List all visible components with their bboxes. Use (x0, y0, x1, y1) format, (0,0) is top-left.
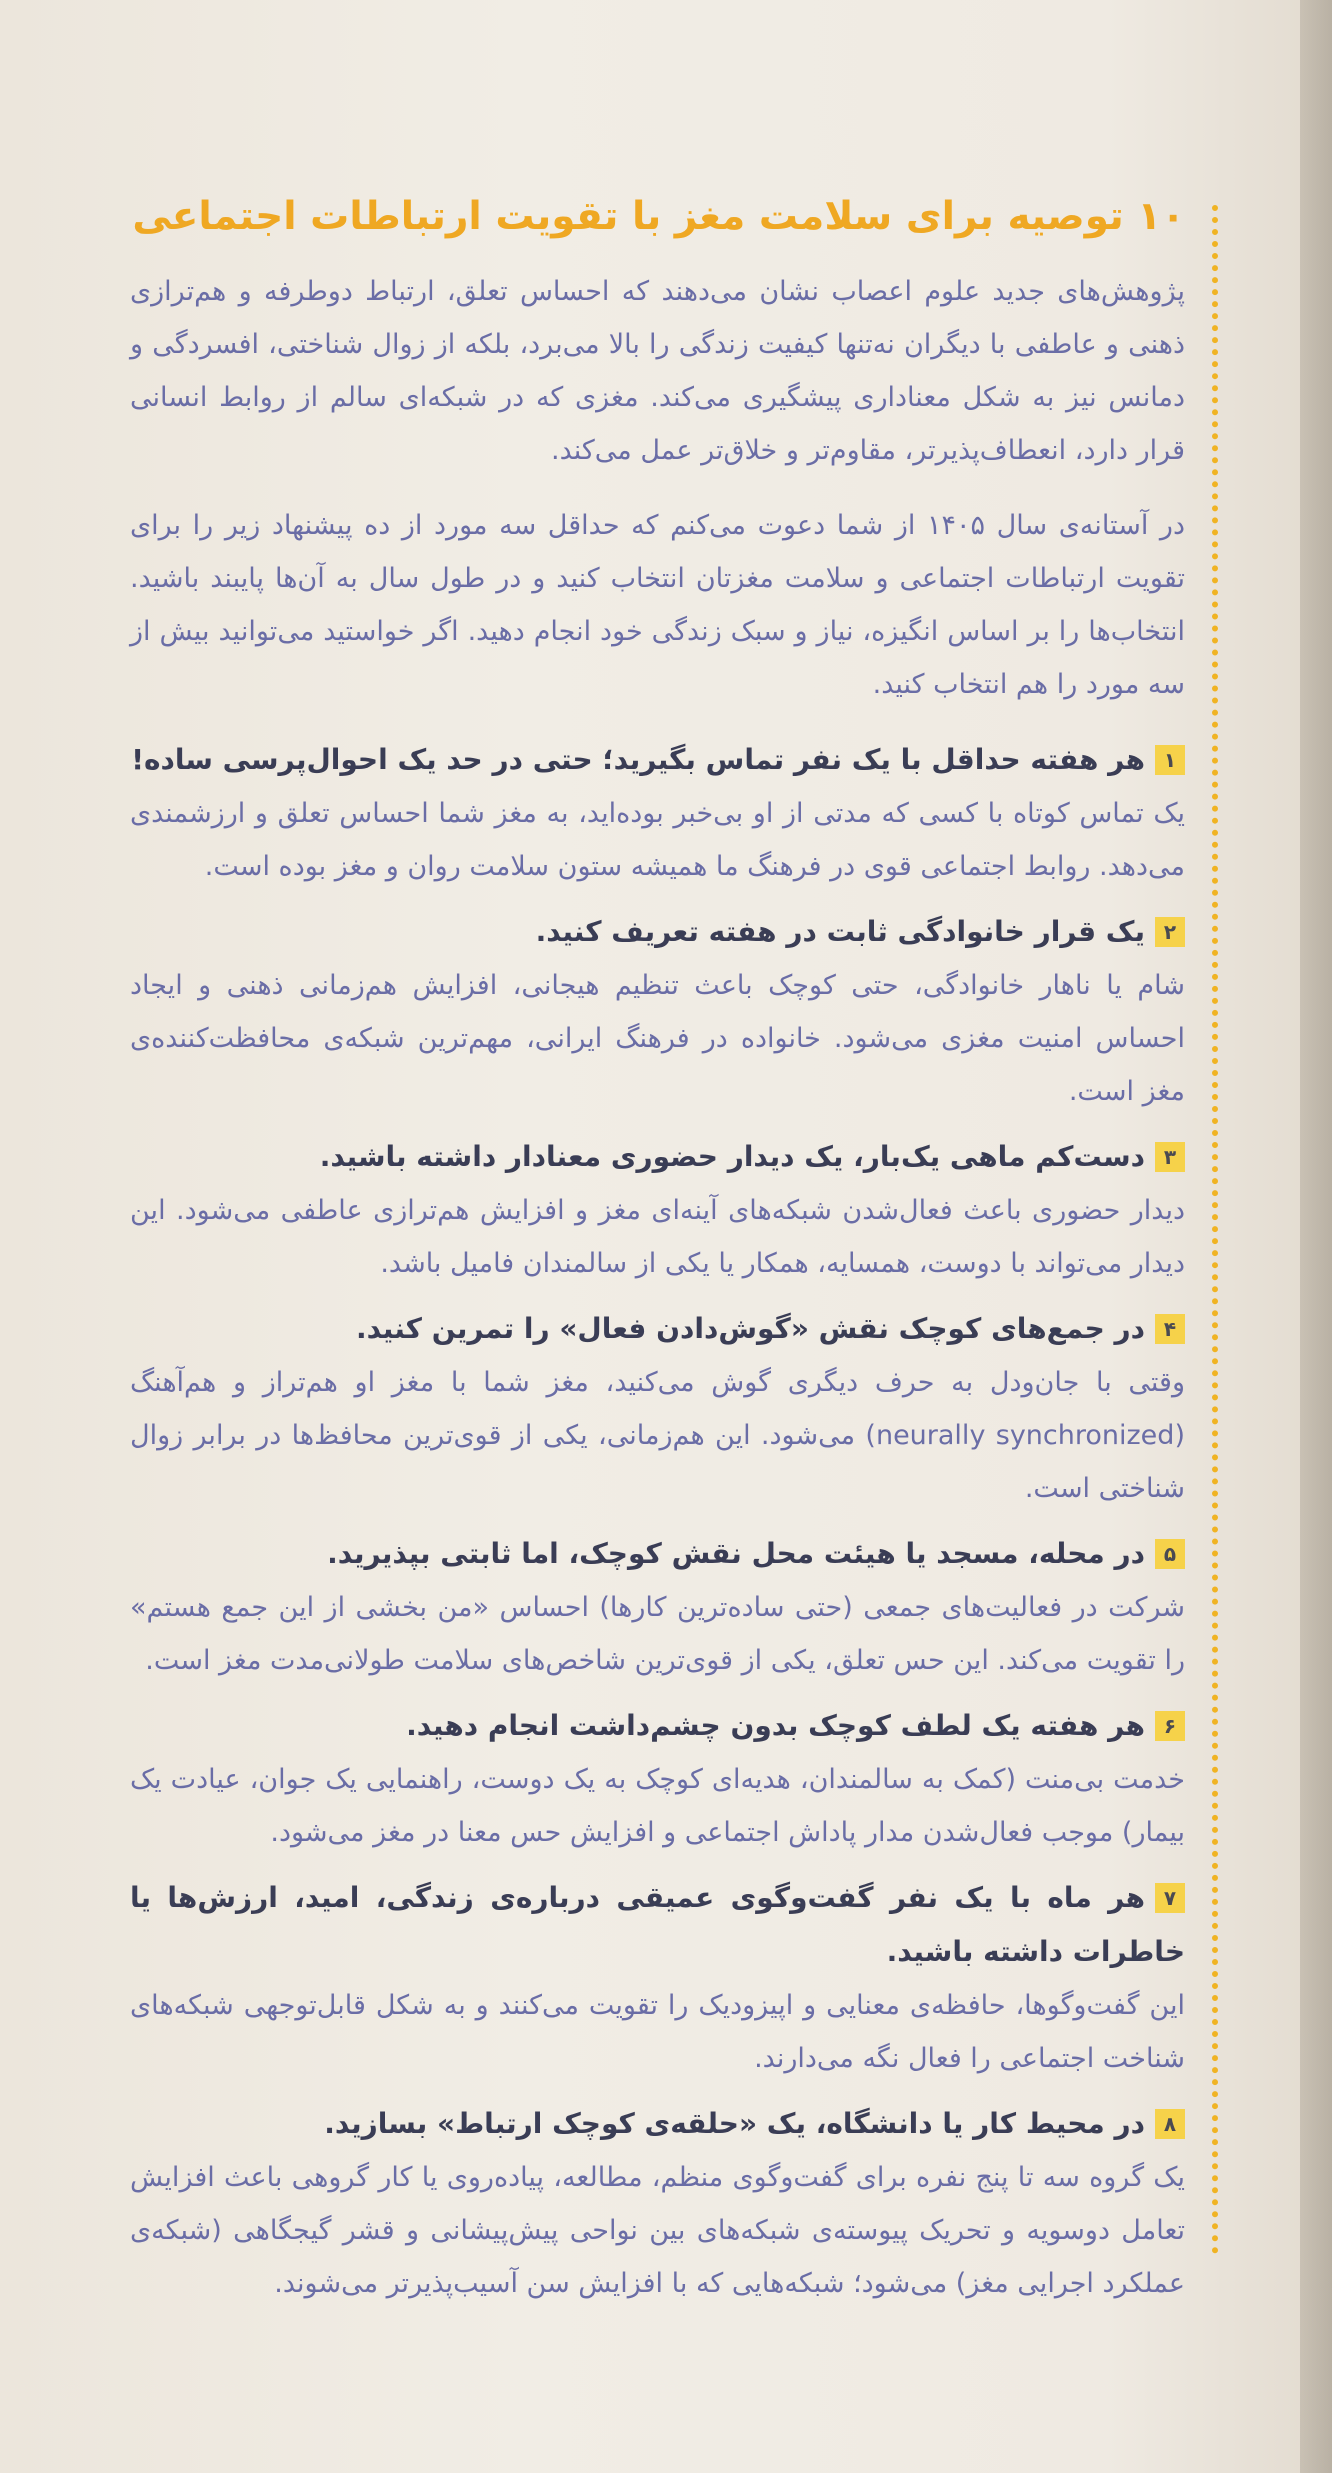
tip-text: یک گروه سه تا پنج نفره برای گفت‌وگوی منظم، مطالعه، پیاده‌روی یا کار گروهی باعث افزایش تعامل دوسویه و تحریک پیوسته‌ی شبکه‌های بین نواحی پیش‌پیشانی و قشر گیجگاهی (شبکه‌ی عملکرد اجرایی مغز) می‌شود؛ شبکه‌هایی که با افزایش سن آسیب‌پذیرتر می‌شوند. (130, 2161, 1185, 2299)
tip-4 (130, 1302, 1185, 1515)
tip-heading-text: دست‌کم ماهی یک‌بار، یک دیدار حضوری معنادار داشته باشید. (319, 1139, 1145, 1173)
tip-text: این گفت‌وگوها، حافظه‌ی معنایی و اپیزودیک را تقویت می‌کنند و به شکل قابل‌توجهی شبکه‌های شناخت اجتماعی را فعال نگه می‌دارند. (130, 1989, 1185, 2074)
tip-heading-text: در جمع‌های کوچک نقش «گوش‌دادن فعال» را تمرین کنید. (356, 1311, 1145, 1345)
tip-heading (130, 1871, 1185, 1979)
intro-paragraph-2: در آستانه‌ی سال ۱۴۰۵ از شما دعوت می‌کنم که حداقل سه مورد از ده پیشنهاد زیر را برای تقویت ارتباطات اجتماعی و سلامت مغزتان انتخاب کنید و در طول سال به آن‌ها پایبند باشید. انتخاب‌ها را بر اساس انگیزه، نیاز و سبک زندگی خود انجام دهید. اگر خواستید می‌توانید بیش از سه مورد را هم انتخاب کنید. (130, 509, 1185, 700)
tip-heading-text: در محله، مسجد یا هیئت محل نقش کوچک، اما ثابتی بپذیرید. (327, 1536, 1145, 1570)
tip-number-badge: ۷ (1155, 1883, 1185, 1913)
tip-text: شرکت در فعالیت‌های جمعی (حتی ساده‌ترین کارها) احساس «من بخشی از این جمع هستم» را تقویت می‌کند. این حس تعلق، یکی از قوی‌ترین شاخص‌های سلامت طولانی‌مدت مغز است. (130, 1591, 1185, 1676)
tip-heading (130, 733, 1185, 787)
tip-heading (130, 905, 1185, 959)
tip-5 (130, 1527, 1185, 1687)
tip-text: شام یا ناهار خانوادگی، حتی کوچک باعث تنظیم هیجانی، افزایش هم‌زمانی ذهنی و ایجاد احساس امنیت مغزی می‌شود. خانواده در فرهنگ ایرانی، مهم‌ترین شبکه‌ی محافظت‌کننده‌ی مغز است. (130, 969, 1185, 1107)
tip-heading (130, 1302, 1185, 1356)
tip-2 (130, 905, 1185, 1118)
tip-heading-text: هر ماه با یک نفر گفت‌وگوی عمیقی درباره‌ی زندگی، امید، ارزش‌ها یا خاطرات داشته باشید. (130, 1880, 1185, 1968)
tip-heading-text: یک قرار خانوادگی ثابت در هفته تعریف کنید. (535, 914, 1145, 948)
tip-number-badge: ۵ (1155, 1539, 1185, 1569)
tip-heading-text: هر هفته یک لطف کوچک بدون چشم‌داشت انجام دهید. (406, 1708, 1145, 1742)
tip-number-badge: ۴ (1155, 1314, 1185, 1344)
tip-heading (130, 1130, 1185, 1184)
tip-number-badge: ۲ (1155, 917, 1185, 947)
tip-number-badge: ۱ (1155, 745, 1185, 775)
tip-heading (130, 1699, 1185, 1753)
tip-text: یک تماس کوتاه با کسی که مدتی از او بی‌خبر بوده‌اید، به مغز شما احساس تعلق و ارزشمندی می‌دهد. روابط اجتماعی قوی در فرهنگ ما همیشه ستون سلامت روان و مغز بوده است. (130, 797, 1185, 882)
tip-number-badge: ۶ (1155, 1711, 1185, 1741)
book-page-edge (1300, 0, 1332, 2473)
tip-3 (130, 1130, 1185, 1290)
tip-text: وقتی با جان‌ودل به حرف دیگری گوش می‌کنید، مغز شما با مغز او هم‌تراز و هم‌آهنگ (neurally synchronized) می‌شود. این هم‌زمانی، یکی از قوی‌ترین محافظ‌ها در برابر زوال شناختی است. (130, 1366, 1185, 1504)
tip-text: دیدار حضوری باعث فعال‌شدن شبکه‌های آینه‌ای مغز و افزایش هم‌ترازی عاطفی می‌شود. این دیدار می‌تواند با دوست، همسایه، همکار یا یکی از سالمندان فامیل باشد. (130, 1194, 1185, 1279)
tip-number-badge: ۳ (1155, 1142, 1185, 1172)
tip-8 (130, 2097, 1185, 2310)
intro-paragraph-1: پژوهش‌های جدید علوم اعصاب نشان می‌دهند که احساس تعلق، ارتباط دوطرفه و هم‌ترازی ذهنی و عاطفی با دیگران نه‌تنها کیفیت زندگی را بالا می‌برد، بلکه از زوال شناختی، افسردگی و دمانس نیز به شکل معناداری پیشگیری می‌کند. مغزی که در شبکه‌ای سالم از روابط انسانی قرار دارد، انعطاف‌پذیرتر، مقاوم‌تر و خلاق‌تر عمل می‌کند. (130, 275, 1185, 466)
article (130, 190, 1185, 2322)
tip-heading-text: در محیط کار یا دانشگاه، یک «حلقه‌ی کوچک ارتباط» بسازید. (324, 2106, 1145, 2140)
tip-7 (130, 1871, 1185, 2085)
tip-1 (130, 733, 1185, 893)
tip-heading (130, 1527, 1185, 1581)
tip-number-badge: ۸ (1155, 2109, 1185, 2139)
article-title: ۱۰ توصیه برای سلامت مغز با تقویت ارتباطات اجتماعی (132, 194, 1185, 239)
tip-6 (130, 1699, 1185, 1859)
tip-heading (130, 2097, 1185, 2151)
tip-heading-text: هر هفته حداقل با یک نفر تماس بگیرید؛ حتی در حد یک احوال‌پرسی ساده! (131, 742, 1145, 776)
tip-text: خدمت بی‌منت (کمک به سالمندان، هدیه‌ای کوچک به یک دوست، راهنمایی یک جوان، عیادت یک بیمار) موجب فعال‌شدن مدار پاداش اجتماعی و افزایش حس معنا در مغز می‌شود. (130, 1763, 1185, 1848)
dotted-rule (1212, 205, 1218, 2255)
